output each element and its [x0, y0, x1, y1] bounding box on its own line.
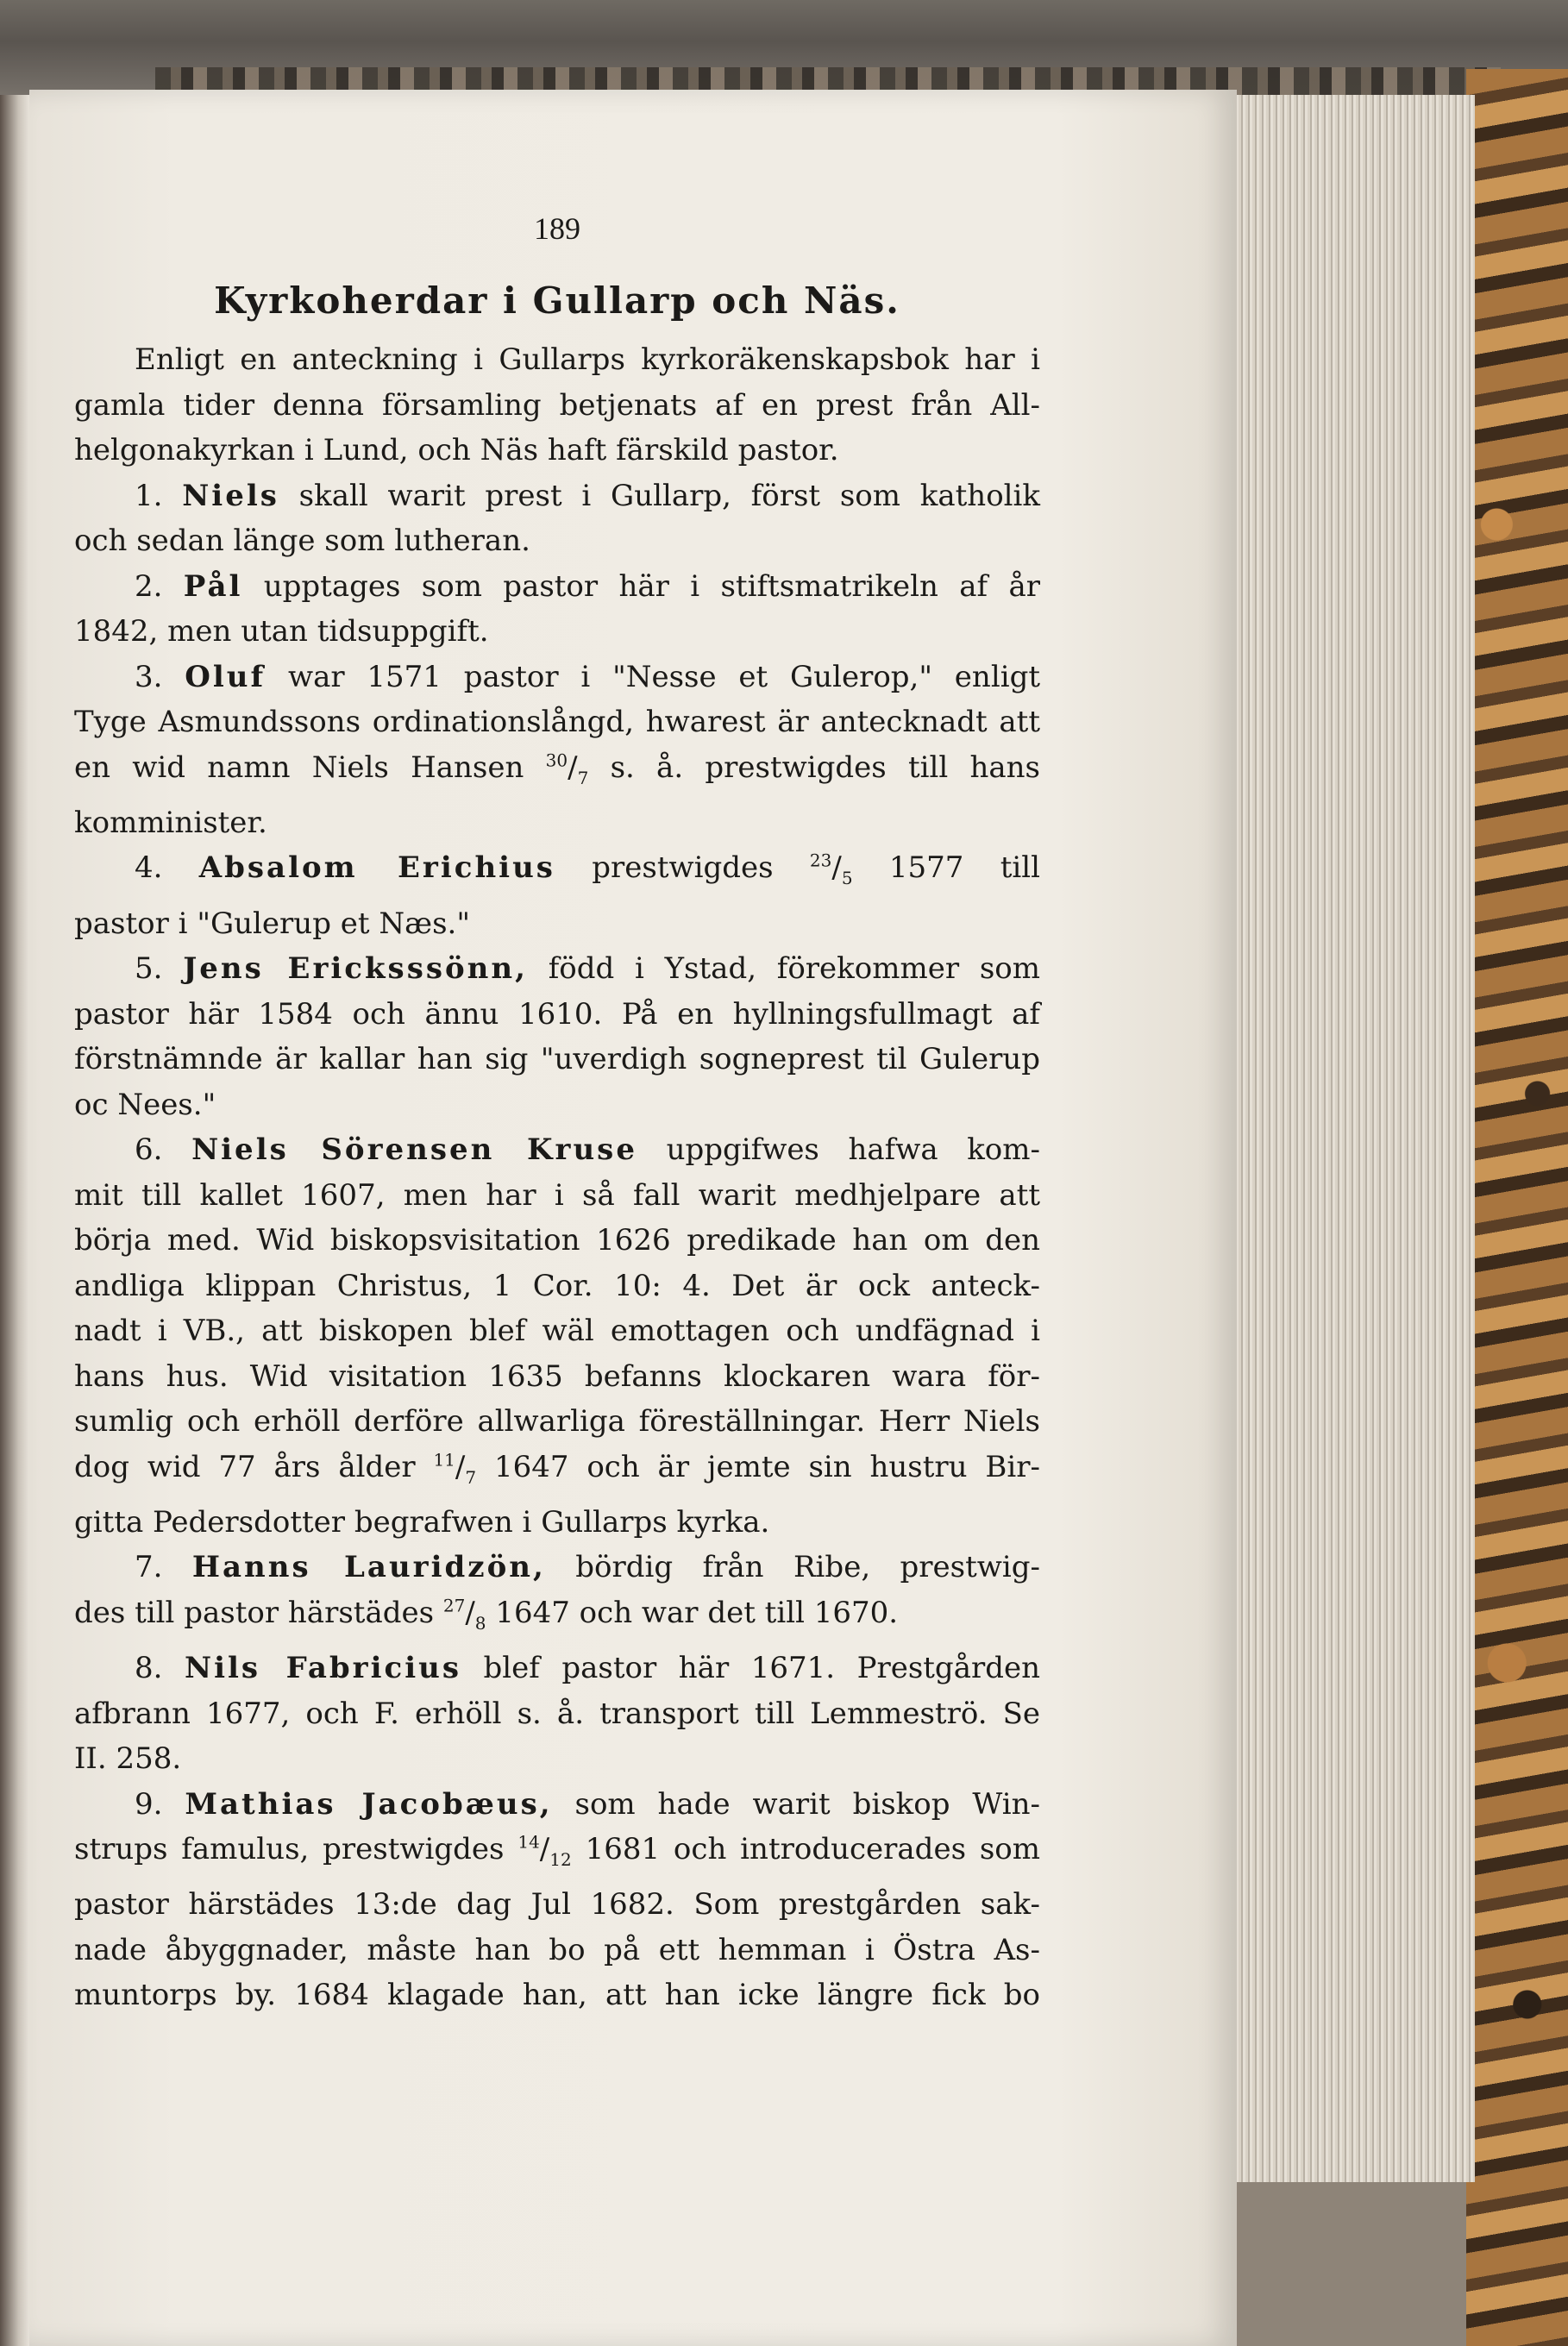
text-line: [74, 1399, 1040, 1445]
text-line: [74, 1782, 1040, 1828]
text-line: [74, 428, 1040, 474]
line-text: förstnämnde är kallar han sig "uverdigh sogneprest til Gulerup: [74, 1042, 1040, 1077]
line-text: gamla tider denna församling betjenats af en prest från All-: [74, 387, 1040, 423]
fraction-slash: /: [539, 1832, 550, 1867]
book-page: [29, 90, 1237, 2346]
line-text: muntorps by. 1684 klagade han, att han icke längre fick bo: [74, 1978, 1040, 2013]
text-line: [74, 609, 1040, 655]
line-text: war 1571 pastor i "Nesse et Gulerop," enligt: [287, 659, 1040, 694]
pastor-name: Niels Sörensen Kruse: [191, 1132, 637, 1168]
line-text: sumlig och erhöll derföre allwarliga föreställningar. Herr Niels: [74, 1404, 1040, 1440]
line-text: pastor i "Gulerup et Næs.": [74, 906, 470, 941]
fraction-slash: /: [568, 750, 578, 785]
fraction-month: 7: [465, 1466, 477, 1488]
line-text: helgonakyrkan i Lund, och Näs haft färskild pastor.: [74, 433, 839, 467]
line-text: börja med. Wid biskopsvisitation 1626 predikade han om den: [74, 1223, 1040, 1258]
book-spine-leather: [1466, 69, 1568, 2346]
fraction-slash: /: [831, 850, 842, 886]
entry-number: 8.: [135, 1651, 163, 1686]
line-text: mit till kallet 1607, men har i så fall warit medhjelpare att: [74, 1177, 1040, 1213]
fraction-day: 23: [809, 850, 832, 871]
section-heading: Kyrkoherdar i Gullarp och Näs.: [214, 279, 900, 322]
line-text: nadt i VB., att biskopen blef wäl emottagen och undfägnad i: [74, 1314, 1040, 1349]
text-line: [74, 1308, 1040, 1354]
text-line: [74, 1173, 1040, 1219]
line-text-after: 1681 och introducerades som: [585, 1832, 1041, 1867]
fraction-day: 14: [517, 1831, 540, 1853]
page-number: 189: [534, 211, 580, 246]
facing-page-edge: [0, 95, 31, 2346]
fraction-slash: /: [465, 1595, 475, 1630]
text-line: [74, 946, 1040, 992]
entry-number: 5.: [135, 951, 163, 987]
body-text: [74, 337, 1040, 2018]
pastor-name: Nils Fabricius: [184, 1651, 461, 1686]
line-text: Enligt en anteckning i Gullarps kyrkoräkenskapsbok har i: [135, 342, 1040, 377]
date-fraction: [809, 850, 853, 889]
line-text: skall warit prest i Gullarp, först som katholik: [298, 478, 1041, 513]
text-line: [74, 1218, 1040, 1264]
pastor-name: Hanns Lauridzön,: [191, 1550, 546, 1585]
fraction-month: 5: [841, 868, 853, 889]
text-line: [74, 1827, 1040, 1882]
fraction-month: 12: [549, 1848, 572, 1870]
date-fraction: [433, 1449, 477, 1488]
text-line: [74, 1264, 1040, 1309]
line-text: andliga klippan Christus, 1 Cor. 10: 4. Det är ock anteck-: [74, 1268, 1040, 1303]
text-line: [74, 845, 1040, 900]
line-text: som hade warit biskop Win-: [574, 1786, 1041, 1822]
line-text-after: 1577 till: [888, 850, 1040, 886]
text-line: [74, 655, 1040, 700]
text-line: [74, 1545, 1040, 1590]
line-text: pastor här 1584 och ännu 1610. På en hyllningsfullmagt af: [74, 996, 1040, 1032]
text-line: [74, 474, 1040, 519]
date-fraction: [517, 1831, 572, 1870]
fraction-month: 8: [474, 1612, 486, 1634]
text-line: [74, 745, 1040, 800]
line-text: dog wid 77 års ålder: [74, 1449, 416, 1484]
line-text: bördig från Ribe, prestwig-: [575, 1550, 1041, 1585]
entry-number: 2.: [135, 568, 163, 604]
line-text: och sedan länge som lutheran.: [74, 524, 530, 558]
fraction-day: 27: [442, 1595, 466, 1616]
text-line: [74, 901, 1040, 947]
pastor-name: Oluf: [185, 659, 267, 694]
line-text: nade åbyggnader, måste han bo på ett hemman i Östra As-: [74, 1932, 1040, 1967]
text-line: [74, 518, 1040, 564]
line-text: upptages som pastor här i stiftsmatrikeln af år: [263, 568, 1040, 604]
text-line: [74, 1037, 1040, 1082]
line-text: oc Nees.": [74, 1087, 216, 1122]
line-text: hans hus. Wid visitation 1635 befanns klockaren wara för-: [74, 1358, 1040, 1394]
text-line: [74, 1082, 1040, 1128]
fraction-slash: /: [455, 1449, 466, 1484]
line-text: Tyge Asmundssons ordinationslångd, hwarest är antecknadt att: [74, 705, 1040, 739]
date-fraction: [545, 750, 589, 788]
text-line: [74, 564, 1040, 610]
text-line: [74, 383, 1040, 429]
line-text: komminister.: [74, 805, 267, 840]
entry-number: 1.: [135, 478, 163, 513]
text-line: [74, 1691, 1040, 1737]
line-text: prestwigdes: [592, 850, 774, 886]
text-line: [74, 337, 1040, 383]
line-text: uppgifwes hafwa kom-: [666, 1132, 1041, 1168]
text-line: [74, 800, 1040, 846]
entry-number: 3.: [135, 659, 163, 694]
line-text-after: s. å. prestwigdes till hans: [610, 750, 1040, 785]
line-text-after: 1647 och är jemte sin hustru Bir-: [493, 1449, 1040, 1484]
pastor-name: Niels: [182, 478, 279, 513]
line-text: gitta Pedersdotter begrafwen i Gullarps kyrka.: [74, 1504, 770, 1540]
date-fraction: [442, 1595, 486, 1634]
line-text: blef pastor här 1671. Prestgården: [483, 1651, 1041, 1686]
line-text-after: 1647 och war det till 1670.: [495, 1595, 899, 1630]
entry-number: 6.: [135, 1132, 163, 1168]
line-text: II. 258.: [74, 1741, 182, 1777]
text-line: [74, 1646, 1040, 1691]
line-text: en wid namn Niels Hansen: [74, 750, 524, 785]
entry-number: 4.: [135, 850, 163, 886]
text-line: [74, 1882, 1040, 1928]
text-line: [74, 1736, 1040, 1782]
text-line: [74, 1500, 1040, 1546]
text-line: [74, 1127, 1040, 1173]
pastor-name: Absalom Erichius: [198, 850, 555, 886]
text-line: [74, 1590, 1040, 1646]
text-line: [74, 1928, 1040, 1973]
text-line: [74, 1973, 1040, 2018]
page-text: [74, 210, 1040, 2018]
entry-number: 7.: [135, 1550, 163, 1585]
fraction-month: 7: [577, 767, 589, 788]
pastor-name: Mathias Jacobæus,: [185, 1786, 553, 1822]
fraction-day: 11: [433, 1449, 455, 1471]
line-text: pastor härstädes 13:de dag Jul 1682. Som prestgården sak-: [74, 1887, 1040, 1923]
pastor-name: Pål: [183, 568, 243, 604]
line-text: afbrann 1677, och F. erhöll s. å. transport till Lemmeströ. Se: [74, 1696, 1040, 1731]
text-line: [74, 1445, 1040, 1500]
line-text: 1842, men utan tidsuppgift.: [74, 614, 489, 649]
text-line: [74, 992, 1040, 1038]
text-line: [74, 1354, 1040, 1400]
fraction-day: 30: [545, 750, 568, 771]
line-text: född i Ystad, förekommer som: [548, 951, 1041, 987]
pastor-name: Jens Ericksssönn,: [183, 951, 528, 987]
page-edges: [1225, 95, 1475, 2182]
text-line: [74, 699, 1040, 745]
line-text: strups famulus, prestwigdes: [74, 1832, 505, 1867]
entry-number: 9.: [135, 1786, 163, 1822]
line-text: des till pastor härstädes: [74, 1595, 435, 1630]
